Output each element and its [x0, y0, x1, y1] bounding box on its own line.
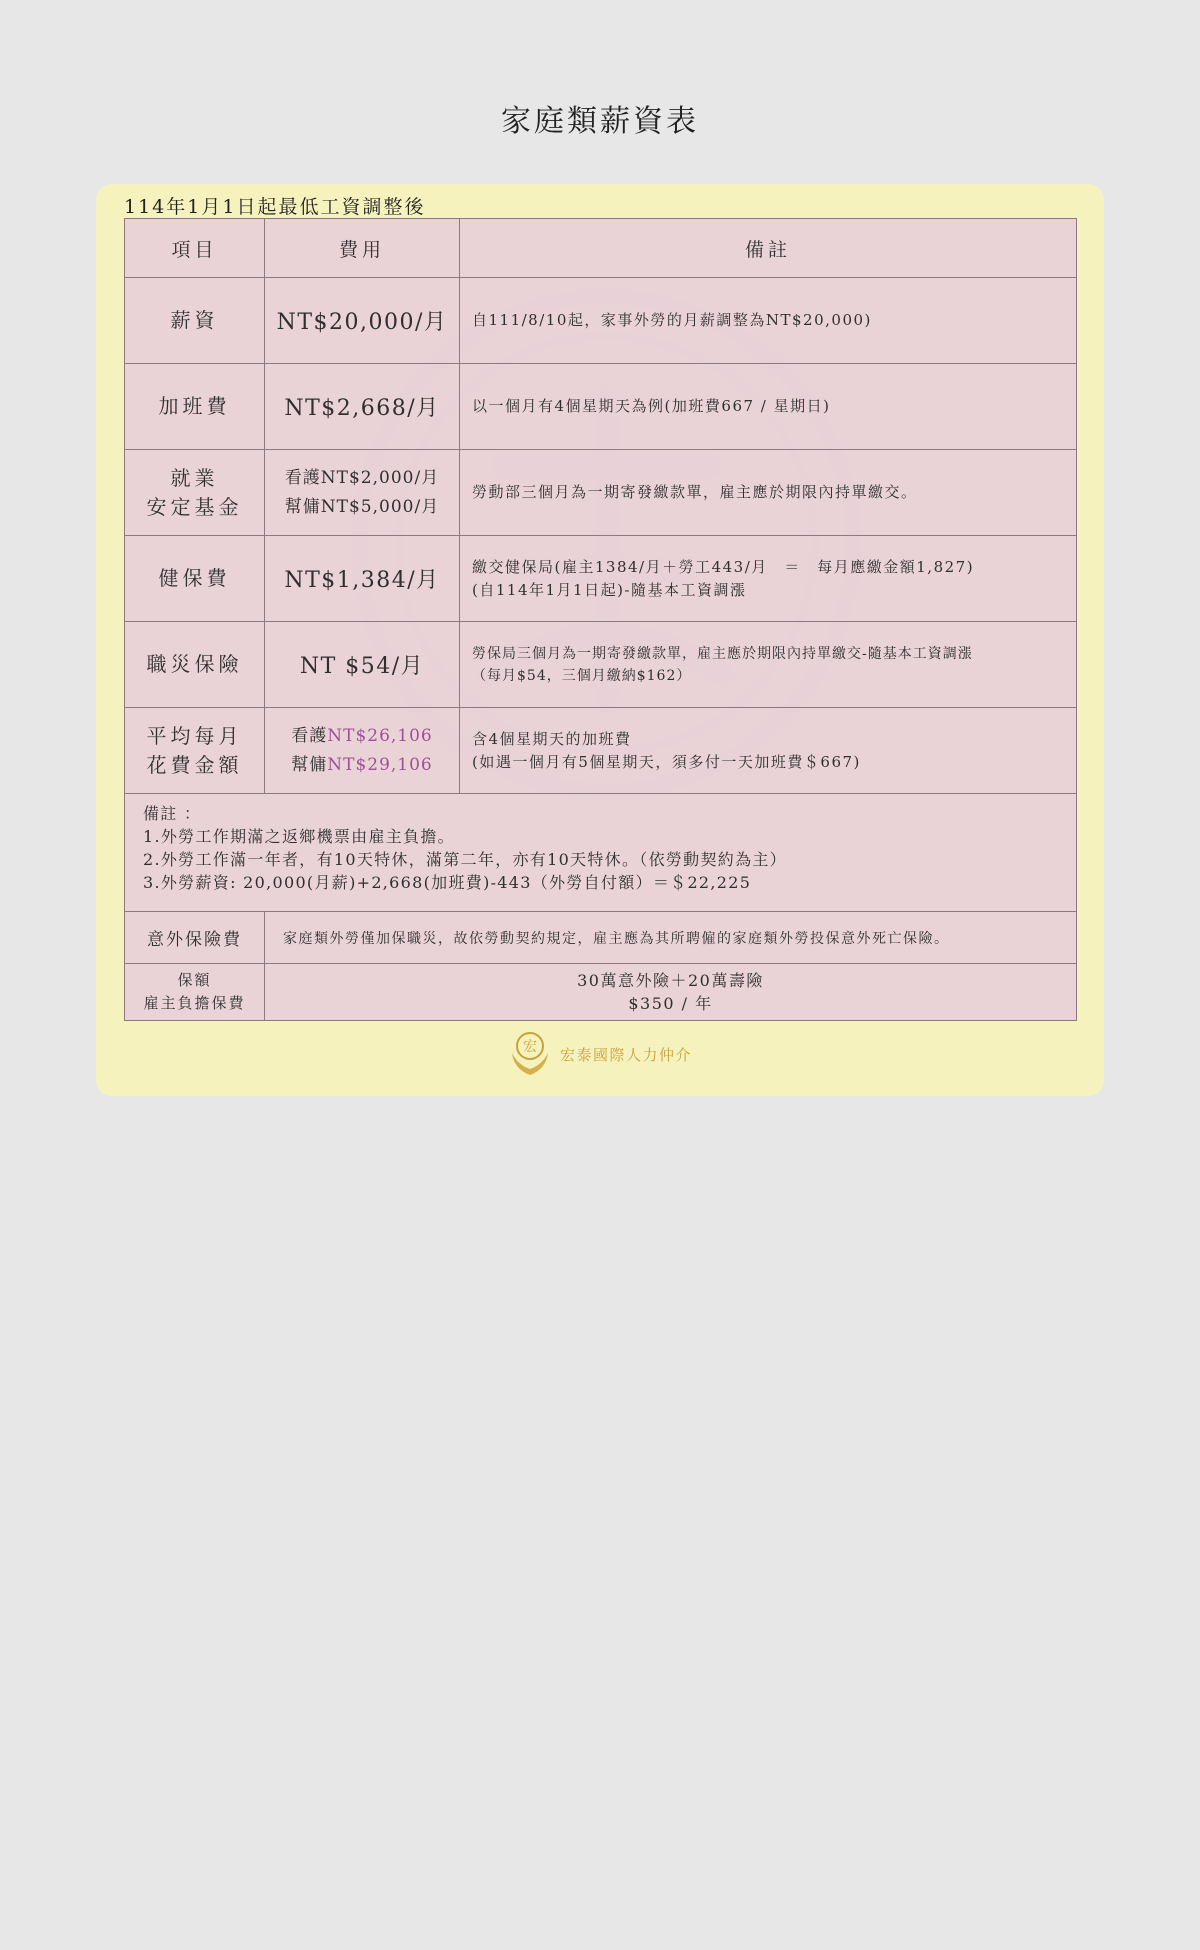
row-salary-fee: NT$20,000/月	[265, 278, 460, 364]
row-average-note	[460, 708, 1077, 794]
row-accident-item: 意外保險費	[125, 912, 265, 964]
subtitle: 114年1月1日起最低工資調整後	[124, 196, 426, 218]
table-row	[125, 450, 1077, 536]
logo-character: 宏	[523, 1039, 537, 1055]
company-logo	[508, 1029, 692, 1079]
row-health-item: 健保費	[125, 536, 265, 622]
table-row	[125, 912, 1077, 964]
header-item: 項目	[125, 219, 265, 278]
fund-fee-caregiver: 看護NT$2,000/月	[284, 467, 440, 488]
row-fund-note: 勞動部三個月為一期寄發繳款單，雇主應於期限內持單繳交。	[460, 450, 1077, 536]
average-item-line2: 花費金額	[146, 752, 243, 777]
occupational-note-line1: 勞保局三個月為一期寄發繳款單，雇主應於期限內持單繳交-隨基本工資調漲	[472, 645, 973, 662]
table-header-row	[125, 219, 1077, 278]
row-coverage-value	[265, 964, 1077, 1021]
row-average-item	[125, 708, 265, 794]
average-item-line1: 平均每月	[146, 723, 243, 748]
row-fund-item	[125, 450, 265, 536]
row-health-note	[460, 536, 1077, 622]
row-occupational-note	[460, 622, 1077, 708]
coverage-value-line2: $350 / 年	[628, 994, 713, 1013]
average-note-line1: 含4個星期天的加班費	[472, 729, 632, 748]
table-row	[125, 278, 1077, 364]
average-caregiver-value: NT$26,106	[327, 725, 433, 746]
average-caregiver-label: 看護	[291, 725, 328, 746]
average-domestic-label: 幫傭	[291, 754, 328, 775]
remarks-title: 備註 ：	[143, 804, 202, 823]
average-fee-caregiver	[265, 722, 459, 751]
remarks-row	[125, 794, 1077, 912]
table-row	[125, 964, 1077, 1021]
occupational-note-line2: （每月$54，三個月繳納$162）	[472, 667, 692, 684]
average-note-line2: (如遇一個月有5個星期天，須多付一天加班費＄667)	[472, 752, 861, 771]
row-overtime-fee: NT$2,668/月	[265, 364, 460, 450]
table-row	[125, 708, 1077, 794]
table-row	[125, 364, 1077, 450]
header-note: 備註	[460, 219, 1077, 278]
row-overtime-item: 加班費	[125, 364, 265, 450]
row-occupational-fee: NT $54/月	[265, 622, 460, 708]
remarks-cell	[125, 794, 1077, 912]
hands-emblem-icon	[508, 1029, 552, 1079]
fee-table	[124, 218, 1077, 1021]
remarks-line1: 1.外勞工作期滿之返鄉機票由雇主負擔。	[143, 827, 455, 846]
row-salary-item: 薪資	[125, 278, 265, 364]
page-title: 家庭類薪資表	[501, 104, 699, 139]
coverage-item-line1: 保額	[177, 971, 212, 989]
health-note-line1: 繳交健保局(雇主1384/月＋勞工443/月 ＝ 每月應繳金額1,827)	[472, 557, 975, 576]
remarks-line3: 3.外勞薪資: 20,000(月薪)+2,668(加班費)-443（外勞自付額）＝＄22,225	[143, 873, 752, 892]
row-accident-note: 家庭類外勞僅加保職災，故依勞動契約規定，雇主應為其所聘僱的家庭類外勞投保意外死亡保險。	[265, 912, 1077, 964]
fund-item-line1: 就業	[170, 465, 219, 490]
row-overtime-note: 以一個月有4個星期天為例(加班費667 / 星期日)	[460, 364, 1077, 450]
salary-card	[96, 184, 1104, 1096]
health-note-line2: (自114年1月1日起)-隨基本工資調漲	[472, 580, 747, 599]
header-fee: 費用	[265, 219, 460, 278]
coverage-value-line1: 30萬意外險＋20萬壽險	[577, 971, 764, 990]
average-fee-domestic	[265, 751, 459, 780]
fund-fee-domestic: 幫傭NT$5,000/月	[284, 496, 440, 517]
row-coverage-item	[125, 964, 265, 1021]
row-average-fee	[265, 708, 460, 794]
row-health-fee: NT$1,384/月	[265, 536, 460, 622]
row-fund-fee	[265, 450, 460, 536]
remarks-line2: 2.外勞工作滿一年者，有10天特休，滿第二年，亦有10天特休。（依勞動契約為主）	[143, 850, 787, 869]
table-row	[125, 536, 1077, 622]
row-salary-note: 自111/8/10起，家事外勞的月薪調整為NT$20,000)	[460, 278, 1077, 364]
company-name: 宏泰國際人力仲介	[560, 1045, 693, 1064]
coverage-item-line2: 雇主負擔保費	[143, 994, 246, 1012]
table-row	[125, 622, 1077, 708]
row-occupational-item: 職災保險	[125, 622, 265, 708]
fund-item-line2: 安定基金	[146, 494, 243, 519]
average-domestic-value: NT$29,106	[327, 754, 433, 775]
